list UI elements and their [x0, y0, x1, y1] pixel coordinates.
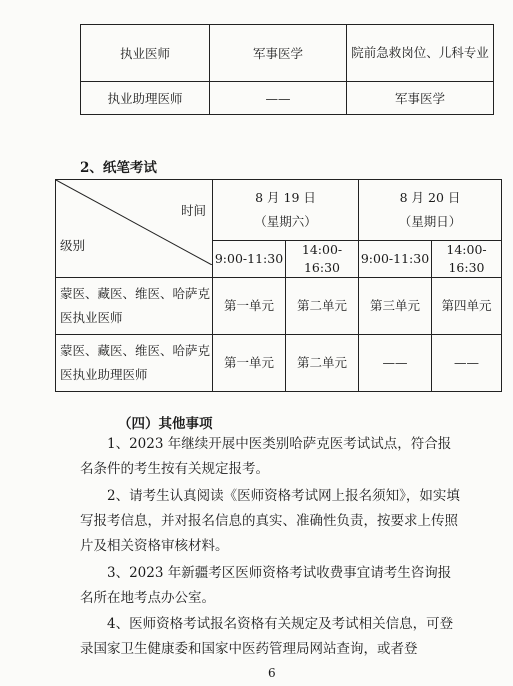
- table-cell: 第二单元: [286, 278, 359, 335]
- level-cell: 蒙医、藏医、维医、哈萨克医执业助理医师: [56, 335, 213, 392]
- table-row: [81, 25, 494, 82]
- section-title-written-exam: 2、纸笔考试: [80, 160, 157, 176]
- table-cell: 第四单元: [432, 278, 502, 335]
- level-cell: 蒙医、藏医、维医、哈萨克医执业医师: [56, 278, 213, 335]
- table-row: [56, 335, 502, 392]
- table-row: [56, 278, 502, 335]
- day1-date: 8 月 19 日: [255, 190, 316, 205]
- table-header-row: [56, 180, 502, 241]
- table-cell: 执业助理医师: [81, 82, 210, 115]
- table-cell: ——: [359, 335, 432, 392]
- table-cell: ——: [210, 82, 347, 115]
- table-cell: 军事医学: [347, 82, 494, 115]
- day1-header: [213, 180, 359, 241]
- table-written-exam-schedule: [55, 179, 502, 392]
- time-slot: 14:00-16:30: [286, 241, 359, 278]
- table-cell: 第一单元: [213, 278, 286, 335]
- table-cell: 第二单元: [286, 335, 359, 392]
- table-row: [81, 82, 494, 115]
- header-level-label: 级别: [60, 238, 86, 253]
- table-cell: 第一单元: [213, 335, 286, 392]
- page-number: 6: [268, 666, 276, 680]
- time-slot: 9:00-11:30: [213, 241, 286, 278]
- table-category-continuation: [80, 24, 494, 115]
- header-time-label: 时间: [180, 203, 206, 218]
- paragraph-4: 4、医师资格考试报名资格有关规定及考试相关信息，可登录国家卫生健康委和国家中医药管理局网站查询，或者登: [80, 616, 454, 657]
- table-cell: 军事医学: [210, 25, 347, 82]
- header-diagonal-cell: [56, 180, 213, 278]
- table-cell: 执业医师: [81, 25, 210, 82]
- day2-date: 8 月 20 日: [399, 190, 461, 205]
- table-cell: 院前急救岗位、儿科专业: [347, 25, 494, 82]
- paragraph-3: 3、2023 年新疆考区医师资格考试收费事宜请考生咨询报名所在地考点办公室。: [80, 565, 452, 606]
- day2-weekday: （星期日）: [398, 214, 462, 229]
- paragraph-1: 1、2023 年继续开展中医类别哈萨克医考试试点，符合报名条件的考生按有关规定报考。: [80, 436, 452, 477]
- table-cell: 第三单元: [359, 278, 432, 335]
- section-title-other-matters: （四）其他事项: [118, 416, 213, 432]
- day2-header: [359, 180, 502, 241]
- time-slot: 9:00-11:30: [359, 241, 432, 278]
- paragraph-2: 2、请考生认真阅读《医师资格考试网上报名须知》，如实填写报考信息，并对报名信息的真实、准确性负责，按要求上传照片及相关资格审核材料。: [80, 488, 460, 554]
- day1-weekday: （星期六）: [254, 214, 317, 229]
- time-slot: 14:00-16:30: [432, 241, 502, 278]
- table-cell: ——: [432, 335, 502, 392]
